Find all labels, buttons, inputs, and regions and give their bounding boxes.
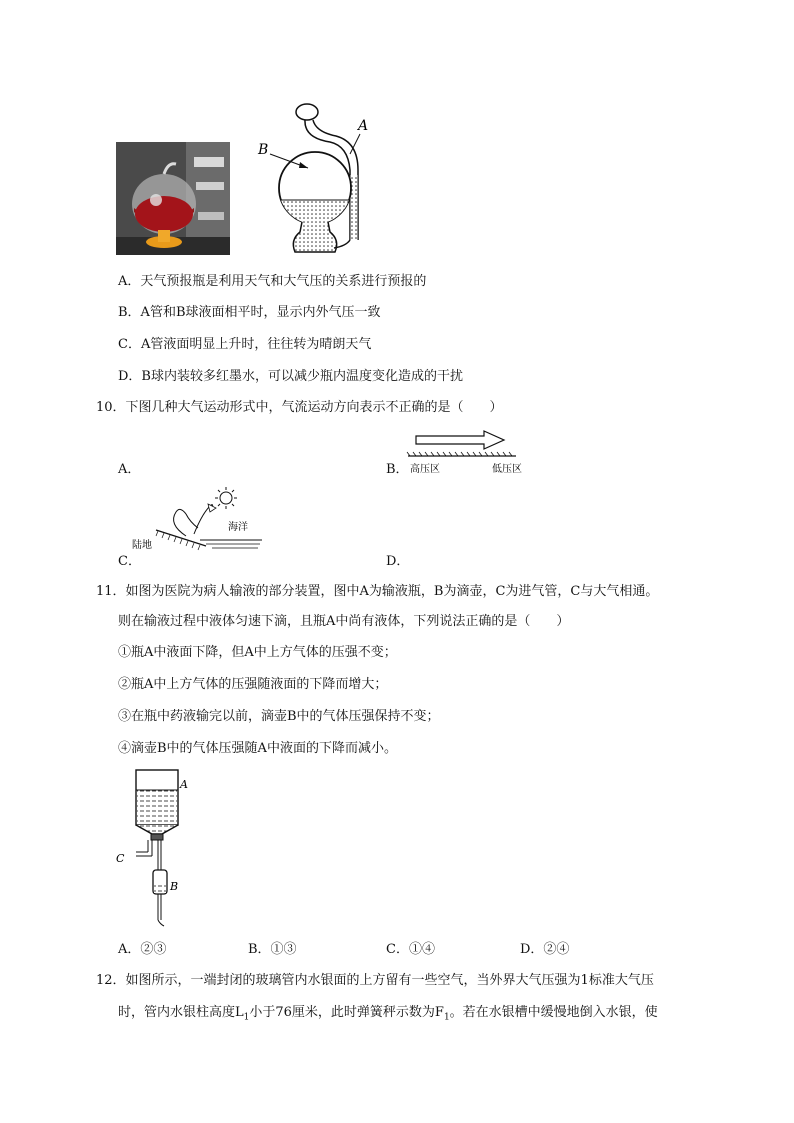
- q11-statement-1: ①瓶A中液面下降，但A中上方气体的压强不变；: [118, 645, 397, 660]
- q12-line2: [118, 1003, 658, 1028]
- q12-line2-part-c: 。若在水银槽中缓慢地倒入水银，使: [449, 1005, 658, 1020]
- q10-option-d: D．: [386, 554, 410, 569]
- q10-option-a: A．: [118, 462, 141, 477]
- q10-stem: 10．下图几种大气运动形式中，气流运动方向表示不正确的是（ ）: [96, 400, 503, 415]
- q9-option-d: D．B球内装较多红墨水，可以减少瓶内温度变化造成的干扰: [118, 369, 463, 384]
- land-label: 陆地: [132, 540, 152, 551]
- q12-line1: 12．如图所示，一端封闭的玻璃管内水银面的上方留有一些空气，当外界大气压强为1标准大气压: [96, 973, 654, 988]
- sea-land-breeze-diagram: [128, 484, 268, 554]
- q10-option-b: B．: [386, 462, 409, 477]
- q9-option-a: A．天气预报瓶是利用天气和大气压的关系进行预报的: [118, 274, 427, 289]
- q9-option-c: C．A管液面明显上升时，往往转为晴朗天气: [118, 337, 372, 352]
- weather-glass-diagram: [250, 100, 380, 260]
- q11-statement-4: ④滴壶B中的气体压强随A中液面的下降而减小。: [118, 741, 397, 756]
- q11-choice-a: A．②③: [118, 942, 167, 957]
- q11-choice-d: D．②④: [520, 942, 570, 957]
- q11-stem-line1: 11．如图为医院为病人输液的部分装置，图中A为输液瓶，B为滴壶，C为进气管，C与大气相通。: [96, 584, 659, 599]
- subscript-1b: 1: [443, 1012, 450, 1023]
- q11-stem-line2: 则在输液过程中液体匀速下滴，且瓶A中尚有液体，下列说法正确的是（ ）: [118, 614, 570, 629]
- q11-choice-b: B．①③: [248, 942, 297, 957]
- q9-option-b: B．A管和B球液面相平时，显示内外气压一致: [118, 305, 381, 320]
- pressure-flow-diagram: [404, 428, 534, 478]
- q11-statement-2: ②瓶A中上方气体的压强随液面的下降而增大；: [118, 677, 388, 692]
- iv-drip-diagram: [110, 764, 200, 928]
- label-a: A: [180, 778, 188, 791]
- label-b: B: [170, 880, 179, 893]
- q12-line2-part-b: 小于76厘米，此时弹簧秤示数为F: [249, 1005, 444, 1020]
- q10-option-c: C．: [118, 554, 141, 569]
- sea-label: 海洋: [228, 522, 248, 533]
- barometer-photo: [116, 142, 230, 255]
- q11-choice-c: C．①④: [386, 942, 435, 957]
- q12-line2-part-a: 时，管内水银柱高度L: [118, 1005, 244, 1020]
- label-c: C: [116, 852, 125, 865]
- high-pressure-label: 高压区: [410, 464, 440, 475]
- low-pressure-label: 低压区: [492, 464, 522, 475]
- subscript-1: 1: [243, 1012, 250, 1023]
- label-b: B: [258, 142, 269, 158]
- q11-statement-3: ③在瓶中药液输完以前，滴壶B中的气体压强保持不变；: [118, 709, 440, 724]
- label-a: A: [358, 118, 369, 134]
